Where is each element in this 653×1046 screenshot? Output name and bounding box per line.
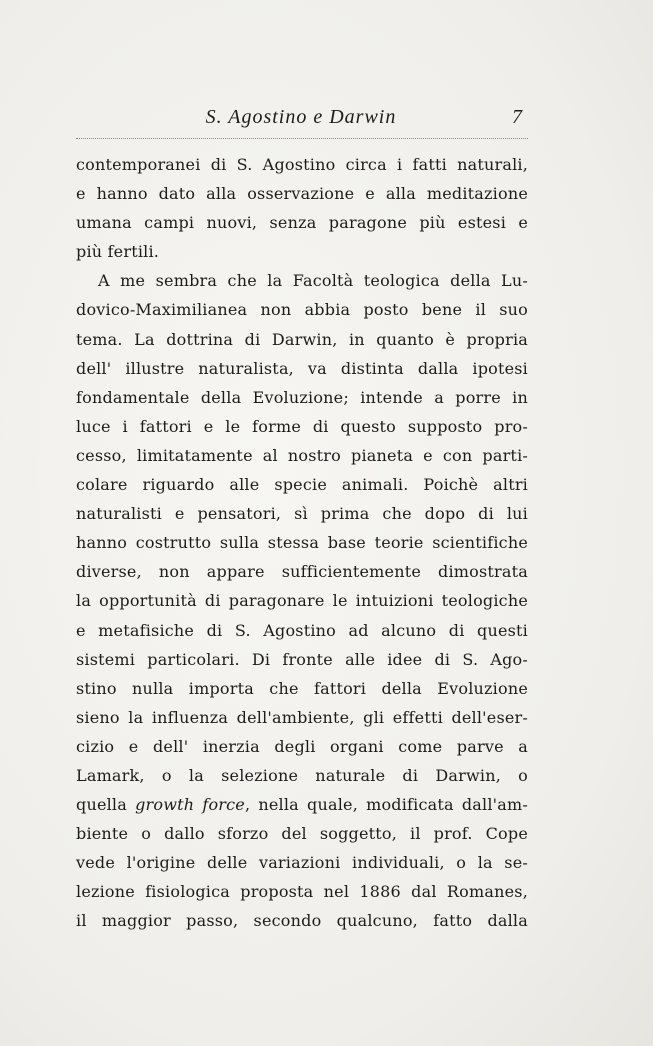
text-line: e hanno dato alla osservazione e alla meditazione: [76, 184, 528, 204]
text-line: A me sembra che la Facoltà teologica della Lu-: [98, 271, 528, 291]
text-line: fondamentale della Evoluzione; intende a porre in: [76, 387, 528, 407]
text-line: vede l'origine delle variazioni individuali, o la se-: [76, 853, 528, 873]
text-line: stino nulla importa che fattori della Evoluzione: [76, 678, 528, 698]
text-line: più fertili.: [76, 242, 160, 262]
text-line: umana campi nuovi, senza paragone più estesi e: [76, 213, 528, 233]
italic-phrase: growth force: [135, 795, 245, 815]
text-line: diverse, non appare sufficientemente dimostrata: [76, 562, 528, 582]
text-line: biente o dallo sforzo del soggetto, il prof. Cope: [76, 824, 528, 844]
text-line: la opportunità di paragonare le intuizioni teologiche: [76, 591, 528, 611]
running-title: S. Agostino e Darwin: [205, 106, 397, 128]
text-line: sieno la influenza dell'ambiente, gli effetti dell'eser-: [76, 707, 528, 727]
body-text: [76, 150, 528, 936]
text-line: dovico-Maximilianea non abbia posto bene il suo: [76, 300, 528, 320]
text-line: naturalisti e pensatori, sì prima che dopo di lui: [76, 504, 528, 524]
text-line: e metafisiche di S. Agostino ad alcuno di questi: [76, 620, 528, 640]
running-head: [76, 106, 526, 134]
text-line: lezione fisiologica proposta nel 1886 dal Romanes,: [76, 882, 528, 902]
text-line: il maggior passo, secondo qualcuno, fatto dalla: [76, 911, 528, 931]
text-line: cesso, limitatamente al nostro pianeta e con parti-: [76, 445, 528, 465]
page-number: 7: [512, 106, 522, 128]
header-rule: [76, 138, 528, 139]
text-line: hanno costrutto sulla stessa base teorie scientifiche: [76, 533, 528, 553]
text-line: dell' illustre naturalista, va distinta dalla ipotesi: [76, 358, 528, 378]
text-line: sistemi particolari. Di fronte alle idee di S. Ago-: [76, 649, 528, 669]
text-line: contemporanei di S. Agostino circa i fatti naturali,: [76, 155, 528, 174]
text-line: colare riguardo alle specie animali. Poichè altri: [76, 475, 528, 495]
text-line: tema. La dottrina di Darwin, in quanto è propria: [76, 329, 528, 349]
text-line: cizio e dell' inerzia degli organi come parve a: [76, 736, 528, 756]
text-line: Lamark, o la selezione naturale di Darwin, o: [76, 765, 528, 785]
text-line: quella growth force, nella quale, modificata dall'am-: [76, 795, 528, 815]
text-line: luce i fattori e le forme di questo supposto pro-: [76, 416, 528, 436]
